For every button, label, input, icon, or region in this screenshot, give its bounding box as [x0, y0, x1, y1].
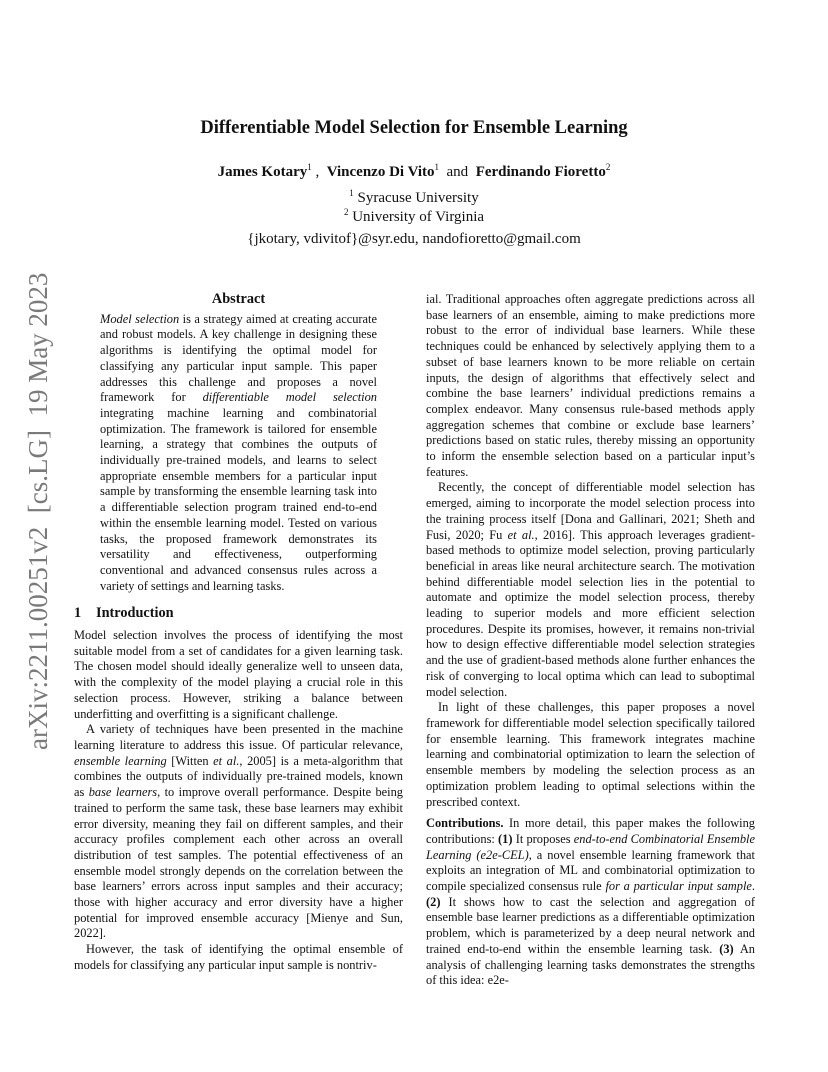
intro-paragraph-4	[426, 480, 755, 700]
affiliation-mark: 2	[343, 207, 349, 217]
author-separator: ,	[311, 164, 327, 180]
contributions-heading: Contributions.	[426, 816, 504, 831]
abstract-heading: Abstract	[211, 291, 266, 307]
paragraph-text: , 2016]. This approach leverages gradient-based methods to optimize model selection, proving particularly beneficial in areas like neural architecture search. The motivation behind differentiable model selection lies in the potential to automate and optimize the model selection process, thereby leading to superior models and more efficient selection procedures. Despite its promises, however, it remains non-trivial how to design effective differentiable model selection strategies and the use of gradient-based methods alone further enhances the risk of converging to local optima which can lead to suboptimal model selection.	[426, 527, 755, 699]
intro-paragraph-5: In light of these challenges, this paper proposes a novel framework for differentiable model selection specifically tailored for ensemble learning. This framework integrates machine learning and combinatorial optimization to learn the selection of ensemble members by modeling the selection process as an optimization problem leading to optimal selections within the prescribed context.	[426, 700, 755, 809]
affiliation-name: University of Virginia	[352, 209, 485, 225]
abstract-emphasis: Model selection	[100, 311, 180, 326]
author-affiliation-mark: 2	[605, 162, 611, 172]
intro-paragraph-2	[74, 722, 403, 942]
paragraph-text: , to improve overall performance. Despite being trained to perform the same task, these base learners may exhibit error diversity, meaning they fail on different samples, and their accuracy profiles complement each other across an overall distribution of test samples. The potential effectiveness of an ensemble model strongly depends on the correlation between the base learners’ errors across input samples and their accuracy; those with higher accuracy and error diversity have a higher potential for improved ensemble accuracy [Mienye and Sun, 2022].	[74, 785, 403, 941]
abstract-text: integrating machine learning and combinatorial optimization. The framework is tailored for ensemble learning, a strategy that combines the outputs of individually pre-trained models, and learns to select appropriate ensemble members for a particular input sample by transforming the ensemble learning task into a differentiable selection program trained end-to-end within the ensemble learning model. Tested on various tasks, the proposed framework demonstrates its versatility and effectiveness, outperforming conventional and advanced consensus rules across a variety of settings and learning tasks.	[100, 405, 377, 593]
author-line	[0, 164, 828, 181]
paragraph-text: In more detail, this paper makes the following contributions:	[426, 816, 755, 846]
paragraph-text: A variety of techniques have been presented in the machine learning literature to address this issue. Of particular relevance,	[74, 722, 403, 752]
contribution-number: (1)	[498, 831, 513, 846]
emphasis-text: ensemble learning	[74, 753, 167, 768]
paragraph-text: , a novel ensemble learning framework that exploits an integration of ML and combinatorial optimization to compile specialized consensus rule	[426, 847, 755, 894]
left-column	[74, 292, 403, 974]
intro-paragraph-3-cont: ial. Traditional approaches often aggregate predictions across all base learners of an ensemble, aiming to make predictions more robust to the error of individual base learners. While these techniques could be enhanced by selectively applying them to a subset of base learners known to be more reliable on certain inputs, the design of algorithms that effectively select and combine the base learners’ individual predictions remains a complex endeavor. Many consensus rule-based methods apply aggregation schemes that combine or exclude base learners’ predictions based on static rules, thereby missing an opportunity to inform the ensemble selection based on a particular input’s features.	[426, 292, 755, 479]
emphasis-text: base learners	[88, 785, 158, 800]
contributions-paragraph	[426, 816, 755, 989]
paragraph-text: It shows how to cast the selection and aggregation of ensemble base learner predictions as a differentiable optimization problem, which is parameterized by a deep neural network and trained end-to-end within the ensemble learning task.	[426, 894, 755, 956]
arxiv-stamp: arXiv:2211.00251v2 [cs.LG] 19 May 2023	[23, 272, 53, 750]
affiliation-1	[0, 190, 828, 207]
author-emails: {jkotary, vdivitof}@syr.edu, nandofioretto@gmail.com	[247, 231, 581, 247]
author-affiliation-mark: 1	[307, 162, 312, 172]
author-separator: and	[439, 164, 476, 180]
abstract-emphasis: differentiable model selection	[202, 390, 377, 405]
paper-title: Differentiable Model Selection for Ensemble Learning	[200, 118, 628, 138]
paragraph-text: [Witten	[166, 753, 214, 768]
author-name: Vincenzo Di Vito	[326, 164, 435, 180]
abstract-text: is a strategy aimed at creating accurate and robust models. A key challenge in designing these algorithms is identifying the optimal model for classifying any particular input sample. This paper addresses this challenge and proposes a novel framework for	[100, 311, 377, 405]
section-title: Introduction	[96, 605, 174, 622]
emphasis-text: for a particular input sample	[605, 879, 752, 894]
author-name: James Kotary	[217, 164, 308, 180]
paragraph-text: An analysis of challenging learning tasks demonstrates the strengths of this idea: e2e-	[426, 941, 755, 988]
affiliation-mark: 1	[349, 188, 354, 198]
paragraph-text: It proposes	[512, 831, 574, 846]
right-column	[426, 292, 755, 989]
citation-etal: et al.	[213, 753, 240, 768]
intro-paragraph-3-start: However, the task of identifying the optimal ensemble of models for classifying any particular input sample is nontriv-	[74, 942, 403, 972]
affiliation-name: Syracuse University	[357, 190, 479, 206]
author-affiliation-mark: 1	[434, 162, 440, 172]
contribution-number: (2)	[426, 894, 441, 909]
affiliation-2	[0, 209, 828, 226]
section-heading-introduction	[74, 606, 403, 622]
intro-paragraph-1: Model selection involves the process of identifying the most suitable model from a set of candidates for a given learning task. The chosen model should ideally generalize well to unseen data, with the complexity of the model playing a crucial role in this selection process. However, striking a balance between underfitting and overfitting is a significant challenge.	[74, 628, 403, 721]
contribution-number: (3)	[719, 941, 734, 956]
paragraph-text: Recently, the concept of differentiable model selection has emerged, aiming to incorporate the model selection process into the training process itself [Dona and Gallinari, 2021; Sheth and Fusi, 2020; Fu	[426, 480, 755, 542]
paragraph-text: .	[751, 879, 755, 894]
abstract-body	[100, 312, 377, 595]
paragraph-text: , 2005] is a meta-algorithm that combines the outputs of individually pre-trained models, known as	[74, 753, 404, 800]
author-name: Ferdinando Fioretto	[475, 164, 606, 180]
section-number: 1	[74, 605, 82, 622]
citation-etal: et al.	[507, 527, 535, 542]
emphasis-text: end-to-end Combinatorial Ensemble Learning (e2e-CEL)	[426, 831, 755, 862]
